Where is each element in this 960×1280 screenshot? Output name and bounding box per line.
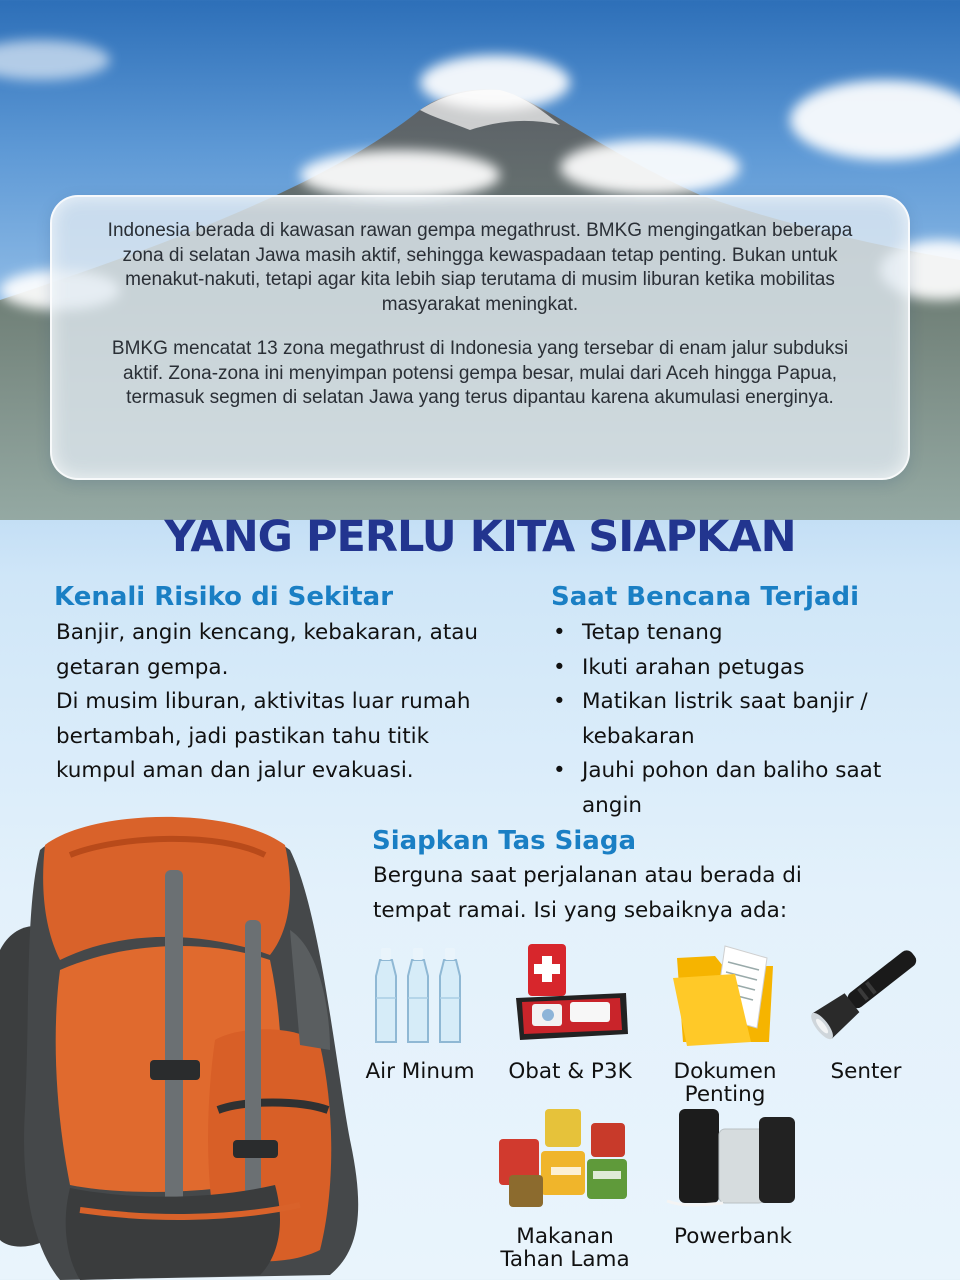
- intro-card: [50, 195, 910, 480]
- bag-item-documents: [660, 938, 790, 1106]
- risk-heading: Kenali Risiko di Sekitar: [54, 582, 394, 612]
- flashlight-icon: [801, 938, 931, 1048]
- bag-item-label: Dokumen Penting: [673, 1059, 777, 1107]
- risk-text-2: Di musim liburan, aktivitas luar rumah bertambah, jadi pastikan tahu titik kumpul aman dan jalur evakuasi.: [56, 689, 471, 783]
- water-bottles-icon: [360, 938, 480, 1048]
- backpack-icon: [0, 810, 400, 1280]
- bag-text: Berguna saat perjalanan atau berada di tempat ramai. Isi yang sebaiknya ada:: [373, 863, 802, 923]
- bag-item-powerbank: [660, 1105, 806, 1248]
- bag-item-first-aid: [500, 938, 640, 1083]
- disaster-heading: Saat Bencana Terjadi: [551, 582, 860, 612]
- bag-item-canned-food: [493, 1105, 637, 1271]
- bag-item-label: Air Minum: [365, 1059, 475, 1084]
- disaster-list-item: • Tetap tenang: [551, 616, 931, 651]
- intro-paragraph-2: BMKG mencatat 13 zona megathrust di Indonesia yang tersebar di enam jalur subduksi aktif. Zona-zona ini menyimpan potensi gempa besar, mulai dari Aceh hingga Papua, termasuk segmen di selatan Jawa yang terus dipantau karena akumulasi energinya.: [111, 338, 849, 408]
- documents-folder-icon: [665, 938, 785, 1048]
- bag-item-label: Powerbank: [674, 1224, 792, 1249]
- bag-item-label: Senter: [830, 1059, 902, 1084]
- bag-item-label: Obat & P3K: [508, 1059, 632, 1084]
- bag-item-label: Makanan Tahan Lama: [500, 1224, 630, 1272]
- bag-heading: Siapkan Tas Siaga: [372, 826, 636, 856]
- disaster-list-item: • Matikan listrik saat banjir / kebakaran: [551, 685, 931, 754]
- disaster-list-item: • Jauhi pohon dan baliho saat angin: [551, 754, 931, 823]
- disaster-list-item: • Ikuti arahan petugas: [551, 651, 931, 686]
- first-aid-kit-icon: [508, 938, 633, 1048]
- powerbank-icon: [663, 1105, 803, 1210]
- risk-text: [56, 616, 506, 789]
- bag-item-flashlight: [800, 938, 932, 1083]
- risk-text-1: Banjir, angin kencang, kebakaran, atau getaran gempa.: [56, 620, 479, 680]
- main-heading: YANG PERLU KITA SIAPKAN: [164, 512, 796, 562]
- bag-item-water: [355, 938, 485, 1083]
- intro-paragraph-1: Indonesia berada di kawasan rawan gempa megathrust. BMKG mengingatkan beberapa zona di selatan Jawa masih aktif, sehingga kewaspadaan tetap penting. Bukan untuk menakut-nakuti, tetapi agar kita lebih siap terutama di musim liburan ketika mobilitas masyarakat meningkat.: [107, 220, 853, 315]
- disaster-list: [551, 616, 931, 823]
- canned-food-icon: [495, 1105, 635, 1210]
